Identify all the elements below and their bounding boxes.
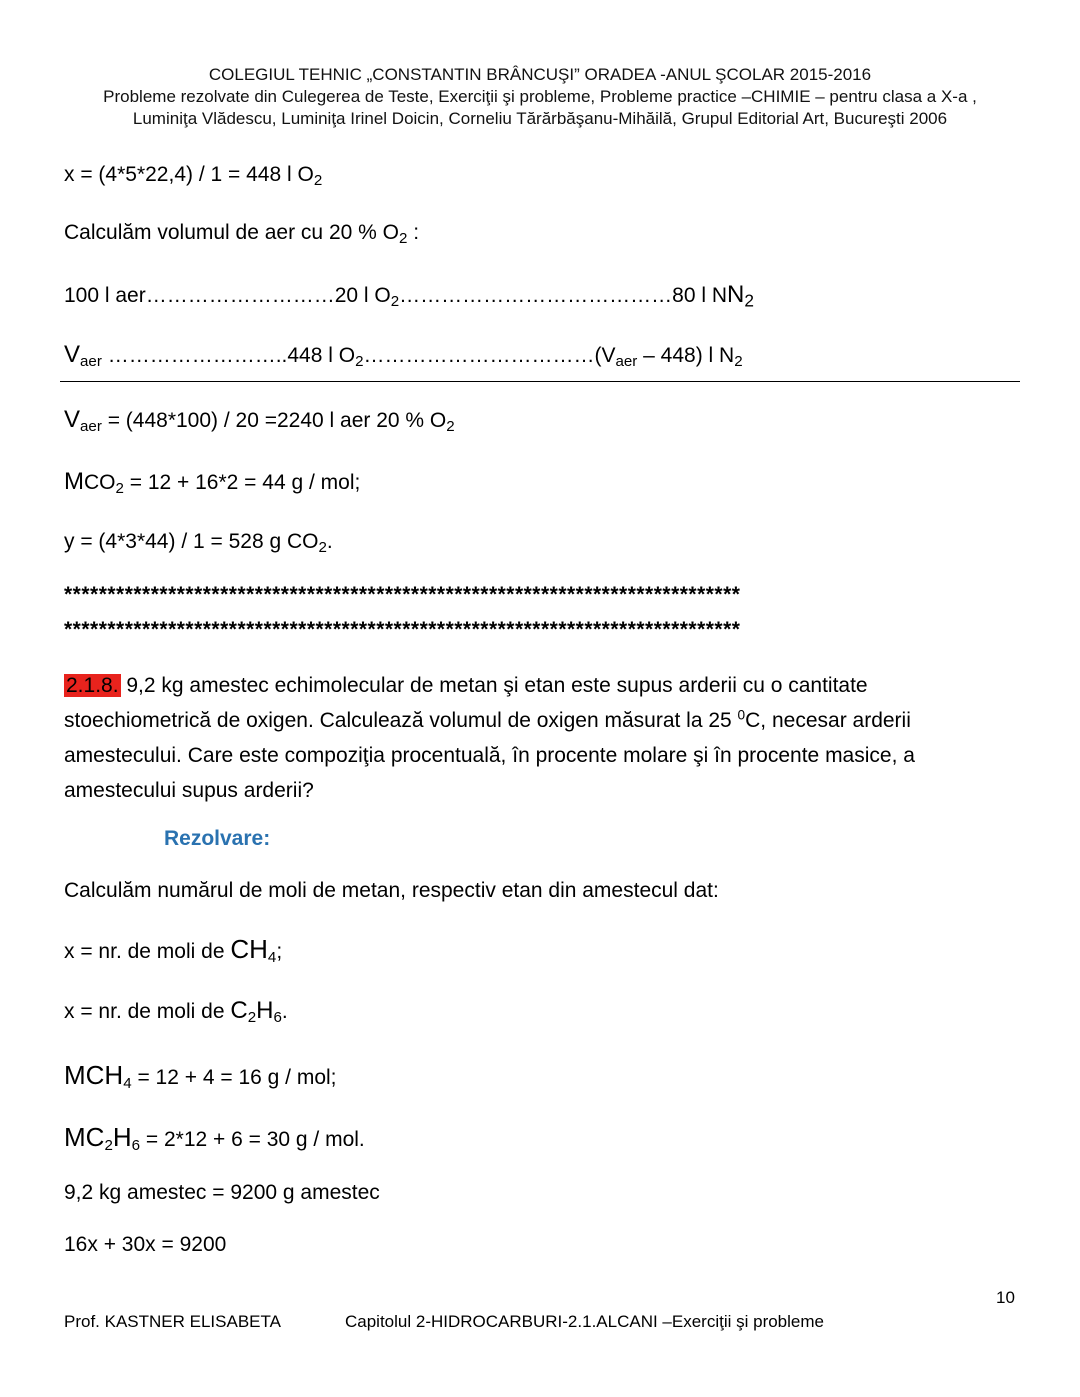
header-line-3: Luminiţa Vlădescu, Luminiţa Irinel Doicin, Corneliu Tărărbăşanu-Mihăilă, Grupul Editorial Art, Bucureşti 2006 (132, 109, 948, 128)
molar-mass-co2: $MCO_2 = 12 + 16*2 = 44$ g / mol; (64, 468, 361, 497)
page-number: 10 (996, 1288, 1015, 1307)
molar-mass-ch4: $MCH_4 = 12 + 4 = 16$ g / mol; (64, 1060, 337, 1092)
proportion-row-1: 100 l aer………………………20 l $O_2\dots\dots\dots\dots\dots\dots\dots\dots\dots\dots\dots\dots\dots 80$ l $NN_2$ (64, 281, 754, 311)
problem-statement (64, 668, 1014, 808)
degree-superscript: 0 (737, 707, 746, 723)
fraction-divider (60, 381, 1020, 382)
proportion-row-2: $V_{aer}$ ……………………..448 l $O_2\dots\dots\dots\dots\dots\dots\dots\dots\dots\dots\dots(V_{aer} - 448)$ l $N_2$ (64, 341, 743, 370)
air-volume-result: $V_{aer} = (448*100) / 20 =2240$ l aer 20 % $O_2$ (64, 406, 455, 435)
problem-text-b: C, necesar arderii amestecului. Care este compoziţia procentuală, în procente molare şi în procente masice, a amestecului supus arderii? (64, 709, 915, 802)
problem-text-a: 9,2 kg amestec echimolecular de metan şi etan este supus arderii cu o cantitate stoechiometrică de oxigen. Calculează volumul de oxigen măsurat la 25 (64, 674, 868, 732)
equation-x-oxygen: x = (4*5*22,4) / 1 = 448 l $O_2$ (64, 163, 323, 189)
solution-heading: Rezolvare: (164, 827, 271, 850)
separator-stars-2: ****************************************************************************** (64, 618, 741, 641)
header-line-2: Probleme rezolvate din Culegerea de Teste, Exerciţii şi probleme, Probleme practice –CHIMIE – pentru clasa a X-a , (103, 87, 977, 106)
page-header (0, 64, 1080, 130)
molar-mass-c2h6: $MC_2H_6 = 2*12 + 6 = 30$ g / mol. (64, 1122, 365, 1154)
problem-number: 2.1.8. (66, 674, 119, 697)
separator-stars-1: ****************************************************************************** (64, 583, 741, 606)
footer-author: Prof. KASTNER ELISABETA (64, 1312, 281, 1331)
air-volume-intro: Calculăm volumul de aer cu 20 % $O_2$ : (64, 221, 420, 247)
mass-equation: 16x + 30x = 9200 (64, 1233, 227, 1256)
header-line-1: COLEGIUL TEHNIC „CONSTANTIN BRÂNCUŞI” ORADEA -ANUL ŞCOLAR 2015-2016 (208, 65, 872, 84)
moles-ethane: x = nr. de moli de $C_2H_6$. (64, 997, 288, 1026)
moles-methane: x = nr. de moli de $CH_4$; (64, 934, 283, 966)
equation-y-co2: y = (4*3*44) / 1 = 528 g $CO_2$. (64, 530, 333, 556)
mass-conversion: 9,2 kg amestec = 9200 g amestec (64, 1181, 380, 1204)
footer-chapter: Capitolul 2-HIDROCARBURI-2.1.ALCANI –Exerciţii şi probleme (345, 1312, 824, 1331)
solution-intro: Calculăm numărul de moli de metan, respectiv etan din amestecul dat: (64, 879, 719, 902)
